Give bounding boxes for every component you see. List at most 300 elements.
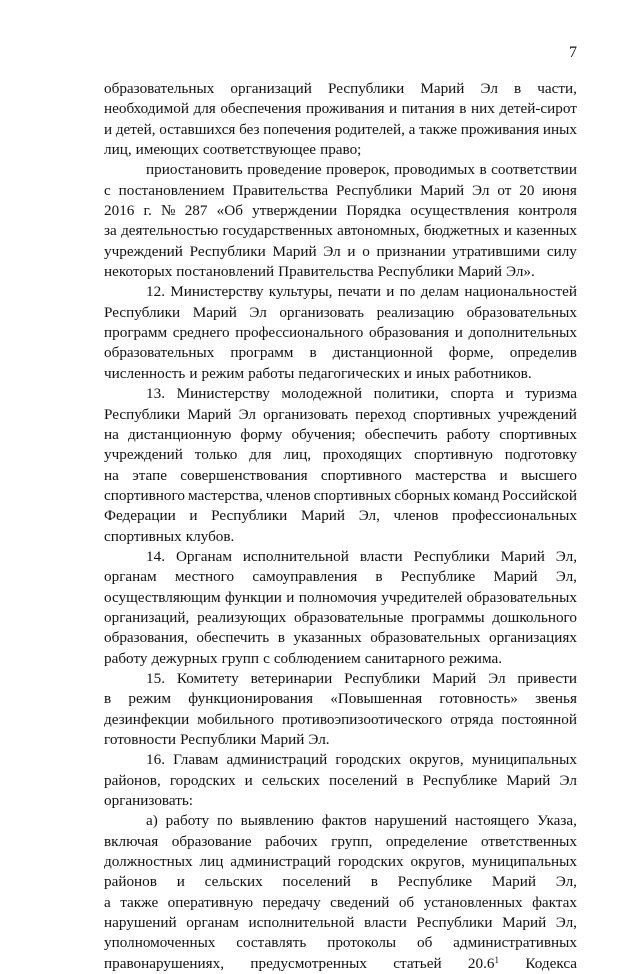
word: образование (171, 832, 252, 850)
word: Марий (502, 914, 547, 932)
text-line (104, 893, 577, 913)
word: выявлению (240, 812, 314, 830)
word: власти (359, 547, 403, 565)
word: настоящего (455, 812, 530, 830)
word: уполномоченных (104, 934, 216, 952)
word: детей, (115, 120, 156, 138)
text-line (104, 120, 577, 140)
word: программы (411, 608, 485, 626)
word: 20.6$^1$ (467, 954, 499, 972)
word: Эл (559, 771, 577, 789)
word: районов (104, 873, 157, 891)
word: также (120, 893, 159, 911)
text-line (104, 303, 577, 323)
word: сельских (261, 771, 320, 789)
word: Российской (502, 486, 577, 504)
word: Эл, (555, 914, 577, 932)
word: Органам (175, 547, 232, 565)
text-line (104, 405, 577, 425)
word: г. (143, 202, 152, 220)
word: образовательных (370, 629, 481, 647)
word: бюджетных (423, 222, 500, 240)
word: организациях (488, 629, 577, 647)
word: Республики (344, 669, 421, 687)
word: Эл, (555, 873, 577, 891)
word: округов, (409, 751, 464, 769)
word: Эл, (555, 547, 577, 565)
word: обучения; (291, 425, 356, 443)
word: июня (542, 181, 577, 199)
word: автономных, (337, 222, 420, 240)
word: иных (542, 120, 577, 138)
word: мастерства (415, 466, 487, 484)
word: режим (201, 364, 245, 382)
word: образования (369, 324, 450, 342)
word: Главам (173, 751, 219, 769)
word: готовность» (439, 690, 518, 708)
text-line (104, 832, 577, 852)
word: в (309, 344, 317, 362)
word: власти (363, 914, 407, 932)
text-line (104, 262, 577, 282)
word: дополнительных (468, 324, 577, 342)
word: педагогических (298, 364, 400, 382)
word: в (370, 873, 378, 891)
word: рабочих (265, 832, 318, 850)
word: дезинфекции (104, 710, 190, 728)
text-line (104, 527, 577, 547)
word: ветеринарии (250, 669, 333, 687)
word: 12. (146, 283, 165, 301)
word: Эл (249, 303, 267, 321)
word: отряда (450, 710, 494, 728)
word: Эл». (506, 263, 535, 281)
word: сборных (394, 486, 451, 504)
word: форме, (448, 344, 494, 362)
word: в (459, 100, 467, 118)
word: фактов (321, 812, 367, 830)
word: части, (537, 80, 577, 97)
text-line (104, 384, 577, 404)
word: функции (224, 588, 282, 606)
word: звенья (535, 690, 577, 708)
word: спортивных (499, 425, 577, 443)
word: передачу (262, 893, 321, 911)
text-line (104, 567, 577, 587)
word: клубов. (185, 527, 235, 545)
word: предусмотренных (250, 954, 367, 972)
word: привести (517, 669, 577, 687)
word: национальностей (464, 283, 577, 301)
word: органам (186, 914, 239, 932)
word: некоторых (104, 263, 173, 281)
word: Республики (377, 263, 454, 281)
text-line (104, 628, 577, 648)
word: попечения (263, 120, 332, 138)
word: с (263, 649, 270, 667)
word: Республики (335, 181, 413, 199)
text-line (104, 282, 577, 302)
word: оперативную (167, 893, 254, 911)
word: иных (416, 364, 451, 382)
word: дистанционной (332, 344, 433, 362)
word: мобильного (197, 710, 274, 728)
word: необходимой (104, 100, 189, 118)
word: Эл, (358, 507, 380, 525)
word: молодежной (281, 385, 362, 403)
word: Марий (300, 507, 346, 525)
word: округов, (410, 853, 465, 871)
word: по (217, 812, 233, 830)
word: среднего (172, 324, 230, 342)
word: постановлением (118, 181, 225, 199)
word: и (499, 466, 508, 484)
text-line (104, 99, 577, 119)
word: и (347, 242, 356, 260)
word: местного (174, 568, 235, 586)
word: Эл (323, 242, 341, 260)
word: 2016 (104, 202, 135, 220)
word: Республики (211, 507, 288, 525)
word: от (497, 181, 512, 199)
word: организовать: (104, 792, 194, 810)
word: Эл (480, 80, 498, 97)
word: и (244, 771, 253, 789)
text-line (104, 547, 577, 567)
word: определение (385, 832, 468, 850)
text-line (104, 323, 577, 343)
word: проживания (305, 100, 385, 118)
word: образовательных (104, 80, 215, 97)
word: для (193, 100, 216, 118)
word: и (386, 283, 395, 301)
word: спортивного (104, 486, 185, 504)
word: образовательных (104, 344, 215, 362)
word: сведений (330, 893, 390, 911)
word: органам (104, 568, 157, 586)
text-line (104, 608, 577, 628)
word: программ (104, 324, 168, 342)
word: программ (230, 344, 294, 362)
text-line (104, 730, 577, 750)
word: функционирования (188, 690, 313, 708)
word: право; (320, 141, 362, 159)
text-line (104, 933, 577, 953)
word: а) (146, 812, 158, 830)
word: делам (420, 283, 460, 301)
word: учреждений (498, 405, 577, 423)
text-line (104, 689, 577, 709)
word: Марий (491, 873, 536, 891)
word: Эл (238, 405, 256, 423)
word: Республики (180, 731, 257, 748)
word: образовательных (466, 588, 577, 606)
text-line (104, 588, 577, 608)
word: Федерации (104, 507, 176, 525)
word: обеспечить (364, 425, 438, 443)
word: Республике (400, 568, 476, 586)
word: и (176, 873, 185, 891)
word: Марий (187, 405, 232, 423)
word: администраций (226, 751, 328, 769)
word: правонарушениях, (104, 954, 225, 972)
word: постоянной (501, 710, 577, 728)
word: об (416, 934, 433, 952)
word: Республике (422, 771, 498, 789)
word: также (419, 120, 458, 138)
word: мастерства, (187, 486, 263, 504)
text-line (104, 364, 577, 384)
page-number: 7 (569, 44, 577, 61)
word: реализующих (197, 608, 287, 626)
word: должностных (104, 853, 193, 871)
text-line (104, 181, 577, 201)
word: и (389, 100, 398, 118)
word: районов, (104, 771, 161, 789)
word: имеющих (135, 141, 199, 159)
word: санитарного (364, 649, 445, 667)
word: определив (509, 344, 577, 362)
word: образовательных (466, 303, 577, 321)
word: о (362, 242, 370, 260)
word: учредителей (381, 588, 463, 606)
word: режима. (448, 649, 502, 667)
text-line (104, 486, 577, 506)
word: Кодекса (525, 954, 577, 972)
word: Министерству (176, 385, 270, 403)
word: за (104, 222, 117, 240)
word: и (286, 588, 295, 606)
word: признании (376, 242, 446, 260)
word: проживания (460, 120, 540, 138)
word: Марий (500, 547, 545, 565)
text-line (104, 466, 577, 486)
word: городских (335, 751, 402, 769)
word: на (104, 425, 119, 443)
word: администраций (230, 853, 331, 871)
word: включая (104, 832, 159, 850)
word: организаций (230, 80, 312, 97)
word: профессионального (235, 324, 364, 342)
word: исполнительной (242, 547, 349, 565)
text-line (104, 649, 577, 669)
word: Республики (413, 547, 490, 565)
word: организаций, (104, 608, 190, 626)
word: обеспечения (220, 100, 302, 118)
word: Марий (420, 181, 465, 199)
word: проходящих (322, 446, 403, 464)
word: об (398, 893, 415, 911)
word: работу (104, 649, 148, 667)
word: нарушений (104, 914, 177, 932)
word: Республики (416, 914, 493, 932)
word: по (399, 283, 416, 301)
word: спортивную (414, 446, 493, 464)
word: Указа, (537, 812, 577, 830)
word: осуществляющим (104, 588, 221, 606)
word: Марий (192, 303, 237, 321)
word: Марий (432, 669, 477, 687)
word: городских (169, 771, 236, 789)
word: них (470, 100, 495, 118)
word: готовности (104, 731, 177, 748)
word: без (239, 120, 260, 138)
word: соответствии (491, 161, 577, 179)
text-line (104, 750, 577, 770)
text-line (104, 669, 577, 689)
word: утверждении (252, 202, 338, 220)
word: а (104, 893, 111, 911)
word: в (375, 568, 383, 586)
text-line (104, 506, 577, 526)
word: проведение (247, 161, 322, 179)
word: учреждений (104, 242, 183, 260)
word: Эл, (555, 568, 577, 586)
word: деятельностью (121, 222, 219, 240)
word: Марий (260, 731, 305, 748)
word: Марий (420, 80, 465, 97)
word: 13. (146, 385, 165, 403)
word: проводимых (394, 161, 475, 179)
word: Эл (488, 669, 506, 687)
word: в (479, 161, 487, 179)
word: только (194, 446, 238, 464)
word: Марий (457, 263, 502, 281)
text-line (104, 201, 577, 221)
word: лиц (199, 853, 224, 871)
word: профессиональных (452, 507, 577, 525)
word: проверок, (326, 161, 390, 179)
word: совершенствования (180, 466, 308, 484)
word: Эл (472, 181, 490, 199)
word: в (277, 629, 285, 647)
word: лиц, (104, 141, 132, 159)
word: Республике (397, 873, 473, 891)
word: спортивных (313, 486, 392, 504)
word: 287 (184, 202, 208, 220)
word: 14. (146, 547, 165, 565)
word: учреждений (104, 446, 183, 464)
word: муниципальных (471, 751, 577, 769)
text-line (104, 913, 577, 933)
word: и (403, 364, 413, 382)
word: поселений (328, 771, 398, 789)
word: туризма (525, 385, 577, 403)
superscript: 1 (494, 954, 499, 965)
word: и (104, 120, 113, 138)
word: лиц, (283, 446, 312, 464)
word: и (503, 222, 512, 240)
word: фактах (532, 893, 577, 911)
word: и (189, 507, 198, 525)
word: организовать (279, 303, 365, 321)
word: административных (453, 934, 577, 952)
word: и (189, 364, 198, 382)
word: силу (546, 242, 577, 260)
word: Эл. (308, 731, 330, 748)
word: работы (248, 364, 295, 382)
word: протоколы (327, 934, 397, 952)
word: ответственных (481, 832, 577, 850)
word: высшего (521, 466, 577, 484)
word: Правительства (232, 181, 329, 199)
word: а (408, 120, 416, 138)
word: указанных (293, 629, 362, 647)
word: казенных (516, 222, 577, 240)
word: Марий (493, 568, 538, 586)
word: работников. (454, 364, 532, 382)
word: культуры, (268, 283, 333, 301)
text-line (104, 425, 577, 445)
word: оставшихся (159, 120, 236, 138)
word: муниципальных (471, 853, 577, 871)
text-line (104, 221, 577, 241)
word: Порядка (346, 202, 402, 220)
text-line (104, 791, 577, 811)
word: и (454, 324, 463, 342)
word: спортивных (104, 527, 182, 545)
word: соответствующее (202, 141, 317, 159)
word: форму (240, 425, 283, 443)
word: установленных (423, 893, 523, 911)
word: политики, (373, 385, 439, 403)
word: спортивного (320, 466, 402, 484)
word: поселений (282, 873, 351, 891)
text-line (104, 445, 577, 465)
word: режим (128, 690, 171, 708)
word: численность (104, 364, 186, 382)
text-line (104, 954, 577, 974)
word: городских (337, 853, 404, 871)
text-line (104, 852, 577, 872)
word: членов (265, 486, 311, 504)
word: образовательные (294, 608, 404, 626)
word: соблюдением (273, 649, 361, 667)
word: в (514, 80, 522, 97)
text-line (104, 140, 577, 160)
word: утратившими (452, 242, 541, 260)
word: групп, (331, 832, 373, 850)
word: контроля (518, 202, 577, 220)
word: переход (355, 405, 406, 423)
word: Марий (272, 242, 317, 260)
word: групп (221, 649, 260, 667)
word: Республики (104, 405, 181, 423)
word: Комитету (176, 669, 239, 687)
word: детей-сирот (499, 100, 577, 118)
word: этапе (132, 466, 167, 484)
word: подготовку (504, 446, 577, 464)
word: 15. (146, 669, 165, 687)
word: для (249, 446, 272, 464)
word: работу (446, 425, 491, 443)
text-line (104, 160, 577, 180)
word: питания (401, 100, 455, 118)
word: членов (393, 507, 439, 525)
word: в (406, 771, 414, 789)
text-line (104, 771, 577, 791)
word: реализацию (376, 303, 455, 321)
word: сельских (204, 873, 263, 891)
word: Правительства (278, 263, 374, 281)
word: 16. (146, 751, 165, 769)
word: постановлений (176, 263, 275, 281)
word: № (161, 202, 176, 220)
word: «Повышенная (330, 690, 423, 708)
word: дошкольного (492, 608, 577, 626)
word: в (104, 690, 112, 708)
word: спортивных (413, 405, 491, 423)
